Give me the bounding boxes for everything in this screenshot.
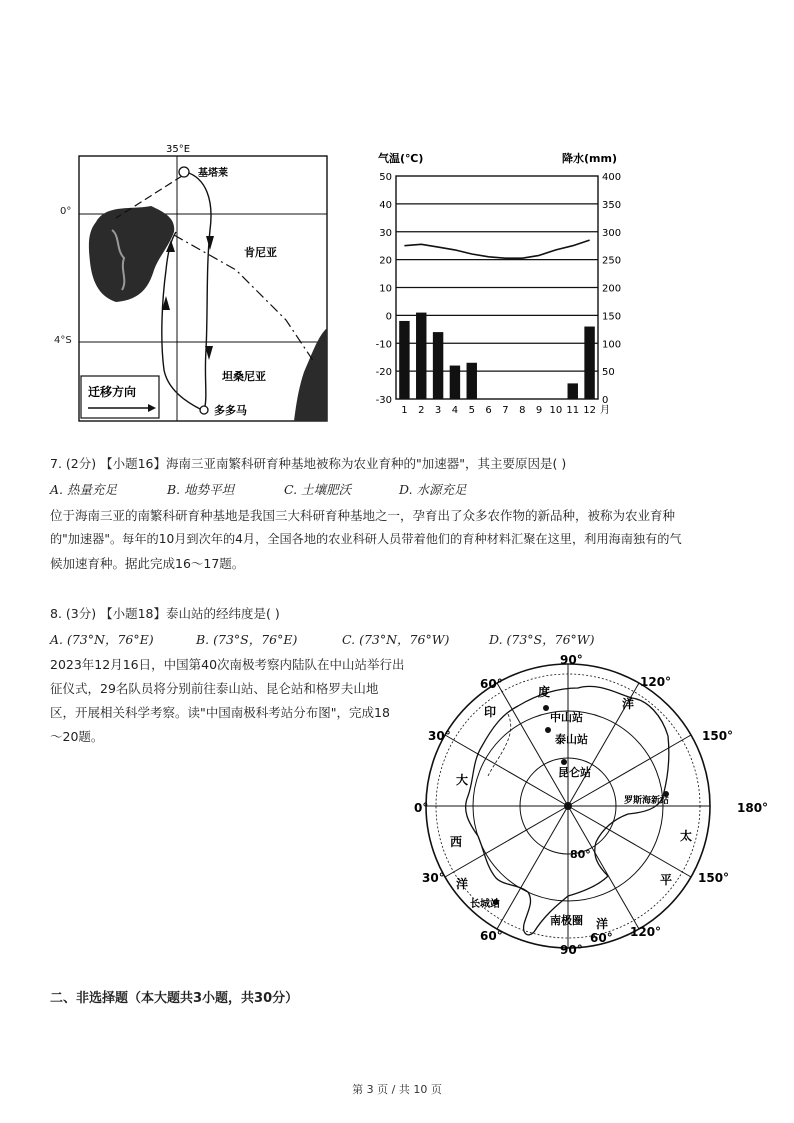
south-pole-marker bbox=[564, 802, 572, 810]
lon-120-tr: 120° bbox=[640, 675, 672, 689]
month-tick-label: 10 bbox=[549, 405, 563, 416]
ocean-yin: 印 bbox=[484, 705, 497, 719]
section2-title: 二、非选择题（本大题共3小题，共30分） bbox=[50, 991, 299, 1006]
right-tick-label: 300 bbox=[602, 227, 622, 239]
ocean-yang-b: 洋 bbox=[596, 917, 609, 931]
label-changcheng: 长城站 bbox=[470, 899, 500, 910]
q7-option-c[interactable]: C. 土壤肥沃 bbox=[284, 482, 352, 497]
right-tick-label: 350 bbox=[602, 199, 622, 211]
passage1-line3: 候加速育种。据此完成16～17题。 bbox=[50, 556, 245, 571]
month-tick-label: 8 bbox=[519, 405, 526, 416]
month-tick-label: 11 bbox=[566, 405, 580, 416]
left-tick-label: 30 bbox=[379, 227, 392, 239]
right-tick-label: 400 bbox=[602, 172, 622, 183]
precip-bar bbox=[433, 332, 443, 399]
kunlun-marker bbox=[561, 759, 567, 765]
precip-bar bbox=[467, 363, 477, 399]
left-tick-label: -10 bbox=[375, 339, 392, 351]
place-dodoma: 多多马 bbox=[214, 404, 247, 417]
q8-option-c[interactable]: C. (73°N，76°W) bbox=[342, 632, 450, 647]
lon-150-r: 150° bbox=[702, 729, 734, 743]
precip-bar bbox=[399, 321, 409, 399]
meridian-label: 35°E bbox=[166, 144, 191, 155]
month-unit-label: 月 bbox=[600, 405, 610, 416]
month-tick-label: 4 bbox=[451, 405, 459, 416]
passage2-line3: 区，开展相关科学考察。读"中国南极科考站分布图"，完成18 bbox=[50, 705, 390, 720]
left-tick-label: 50 bbox=[379, 172, 392, 183]
q7-option-a[interactable]: A. 热量充足 bbox=[50, 482, 117, 497]
lon-60-tl: 60° bbox=[480, 677, 503, 691]
passage2-line1: 2023年12月16日，中国第40次南极考察内陆队在中山站举行出 bbox=[50, 657, 405, 672]
place-kitale: 基塔莱 bbox=[198, 168, 228, 179]
passage2-line2: 征仪式，29名队员将分别前往泰山站、昆仑站和格罗夫山地 bbox=[50, 681, 379, 696]
lon-30-l: 30° bbox=[428, 729, 451, 743]
ocean-xi: 西 bbox=[450, 835, 463, 849]
q8-stem: 8. (3分) 【小题18】泰山站的经纬度是( ) bbox=[50, 606, 280, 621]
right-axis-title: 降水(mm) bbox=[562, 152, 617, 165]
lon-60-bl: 60° bbox=[480, 929, 503, 943]
lon-150-br: 150° bbox=[698, 871, 730, 885]
left-axis-title: 气温(℃) bbox=[378, 152, 424, 165]
q8-option-b[interactable]: B. (73°S，76°E) bbox=[196, 632, 298, 647]
label-taishan: 泰山站 bbox=[555, 733, 588, 746]
east-africa-map bbox=[76, 140, 331, 425]
right-tick-label: 50 bbox=[602, 367, 615, 379]
left-tick-label: 0 bbox=[385, 311, 392, 323]
month-tick-label: 1 bbox=[401, 405, 408, 416]
climate-chart bbox=[370, 146, 630, 421]
month-tick-label: 9 bbox=[535, 405, 543, 416]
lon-60-b: 60° bbox=[590, 931, 613, 945]
precip-bar bbox=[584, 327, 594, 399]
right-tick-label: 150 bbox=[602, 311, 622, 323]
passage1-line1: 位于海南三亚的南繁科研育种基地是我国三大科研育种基地之一，孕育出了众多农作物的新品种，被称为农业育种 bbox=[50, 508, 676, 523]
lon-0: 0° bbox=[414, 801, 429, 815]
taishan-marker bbox=[545, 727, 551, 733]
right-tick-label: 200 bbox=[602, 283, 622, 295]
lon-30-bl: 30° bbox=[422, 871, 445, 885]
lon-180: 180° bbox=[737, 801, 769, 815]
q8-option-d[interactable]: D. (73°S，76°W) bbox=[489, 632, 595, 647]
precip-bar bbox=[568, 383, 578, 399]
month-tick-label: 2 bbox=[418, 405, 425, 416]
lon-90-top: 90° bbox=[560, 653, 583, 667]
lat-label-0: 0° bbox=[60, 206, 72, 217]
ocean-ping: 平 bbox=[660, 873, 673, 887]
precip-bar bbox=[450, 366, 460, 399]
ocean-tai: 太 bbox=[680, 829, 693, 843]
q7-option-b[interactable]: B. 地势平坦 bbox=[167, 482, 235, 497]
kitale-marker bbox=[179, 167, 189, 177]
left-tick-label: 10 bbox=[379, 283, 392, 295]
legend-label: 迁移方向 bbox=[88, 385, 137, 399]
ocean-yang-l: 洋 bbox=[456, 877, 469, 891]
passage1-line2: 的"加速器"。每年的10月到次年的4月，全国各地的农业科研人员带着他们的育种材料汇聚在这里，利用海南独有的气 bbox=[50, 532, 682, 546]
label-zhongshan: 中山站 bbox=[550, 711, 583, 724]
country-tanzania: 坦桑尼亚 bbox=[222, 370, 266, 383]
right-tick-label: 0 bbox=[602, 395, 609, 406]
label-south-circle: 南极圈 bbox=[550, 914, 583, 927]
month-tick-label: 5 bbox=[468, 405, 475, 416]
lat-80-label: 80° bbox=[570, 848, 591, 861]
antarctica-map bbox=[410, 650, 785, 960]
precip-bar bbox=[416, 313, 426, 399]
country-kenya: 肯尼亚 bbox=[244, 246, 277, 259]
left-tick-label: 40 bbox=[379, 199, 392, 211]
passage2-line4: ～20题。 bbox=[50, 729, 104, 744]
q7-option-d[interactable]: D. 水源充足 bbox=[399, 482, 467, 497]
q7-stem: 7. (2分) 【小题16】海南三亚南繁科研育种基地被称为农业育种的"加速器"，其主要原因是( ) bbox=[50, 456, 567, 471]
q8-option-a[interactable]: A. (73°N，76°E) bbox=[50, 632, 154, 647]
zhongshan-marker bbox=[543, 705, 549, 711]
lon-90-bottom: 90° bbox=[560, 943, 583, 957]
month-tick-label: 6 bbox=[485, 405, 492, 416]
month-tick-label: 7 bbox=[502, 405, 509, 416]
month-tick-label: 3 bbox=[434, 405, 442, 416]
temperature-line bbox=[404, 240, 589, 258]
left-tick-label: -20 bbox=[375, 367, 392, 379]
month-tick-label: 12 bbox=[583, 405, 596, 416]
dodoma-marker bbox=[200, 406, 208, 414]
label-luosi: 罗斯海新站 bbox=[624, 796, 670, 806]
right-tick-label: 250 bbox=[602, 255, 622, 267]
ocean-da: 大 bbox=[456, 773, 469, 787]
label-kunlun: 昆仑站 bbox=[558, 766, 591, 779]
left-tick-label: 20 bbox=[379, 255, 392, 267]
right-tick-label: 100 bbox=[602, 339, 622, 351]
left-tick-label: -30 bbox=[375, 395, 392, 406]
lon-120-b: 120° bbox=[630, 925, 662, 939]
page-footer: 第 3 页 / 共 10 页 bbox=[352, 1083, 442, 1096]
ocean-yang-tr: 洋 bbox=[622, 697, 635, 711]
lat-label-4s: 4°S bbox=[54, 335, 72, 346]
ocean-du: 度 bbox=[538, 685, 551, 699]
